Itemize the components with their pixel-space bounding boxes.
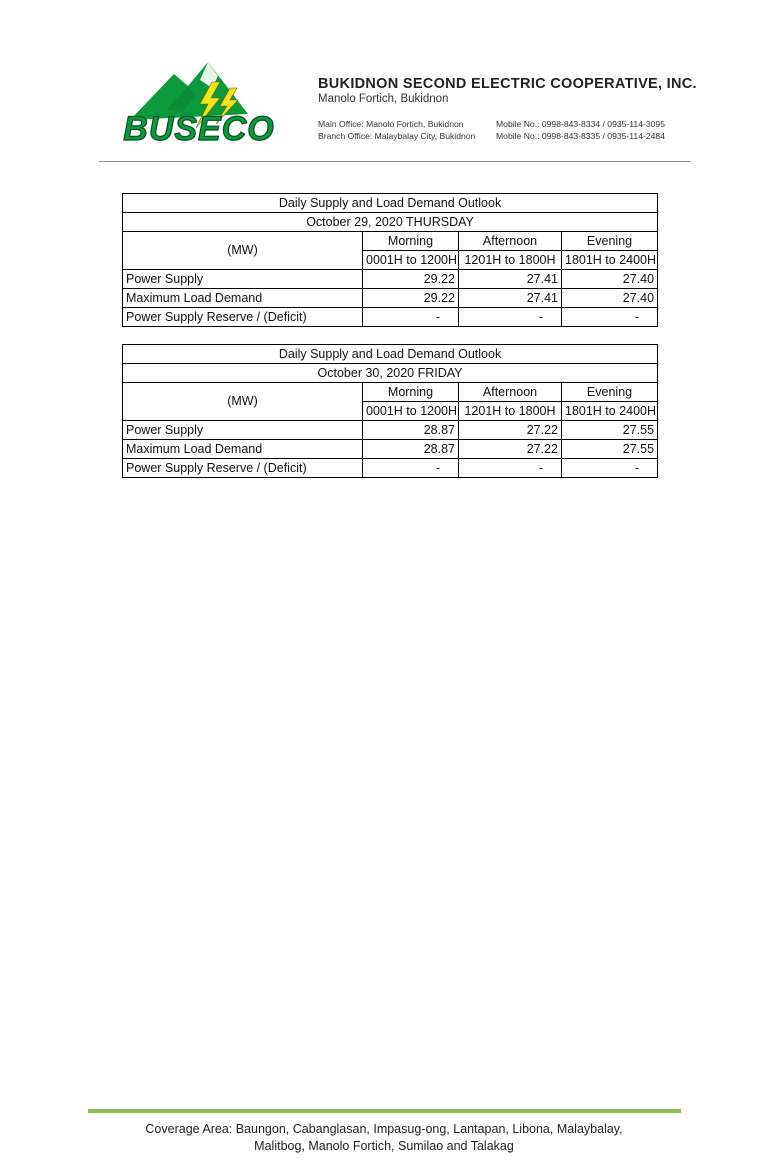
range-morning: 0001H to 1200H: [363, 251, 459, 270]
table-date: October 30, 2020 FRIDAY: [123, 364, 658, 383]
period-evening: Evening: [562, 383, 658, 402]
outlook-table-oct30: [122, 344, 658, 478]
period-header-row: [123, 383, 658, 402]
value-morning: 29.22: [363, 270, 459, 289]
value-evening: 27.40: [562, 270, 658, 289]
table-row: [123, 308, 658, 327]
value-morning: 28.87: [363, 421, 459, 440]
table-date-row: [123, 213, 658, 232]
table-title-row: [123, 194, 658, 213]
branch-office: Branch Office: Malaybalay City, Bukidnon: [318, 131, 476, 141]
value-evening: 27.40: [562, 289, 658, 308]
table-row: [123, 289, 658, 308]
footer-divider: [88, 1109, 681, 1113]
value-afternoon: 27.22: [459, 421, 562, 440]
period-afternoon: Afternoon: [459, 232, 562, 251]
coverage-line-2: Malitbog, Manolo Fortich, Sumilao and Talakag: [254, 1139, 514, 1153]
value-evening: -: [562, 308, 658, 327]
range-morning: 0001H to 1200H: [363, 402, 459, 421]
table-date-row: [123, 364, 658, 383]
period-header-row: [123, 232, 658, 251]
row-label: Power Supply: [123, 421, 363, 440]
value-evening: -: [562, 459, 658, 478]
table-title: Daily Supply and Load Demand Outlook: [123, 345, 658, 364]
org-name: BUKIDNON SECOND ELECTRIC COOPERATIVE, INC.: [318, 76, 697, 92]
main-office: Main Office: Manolo Fortich, Bukidnon: [318, 119, 464, 129]
period-evening: Evening: [562, 232, 658, 251]
value-evening: 27.55: [562, 440, 658, 459]
letterhead: [96, 58, 697, 158]
period-afternoon: Afternoon: [459, 383, 562, 402]
org-city: Manolo Fortich, Bukidnon: [318, 93, 449, 105]
row-label: Power Supply Reserve / (Deficit): [123, 308, 363, 327]
table-row: [123, 459, 658, 478]
header-divider: [99, 161, 691, 162]
outlook-table-oct29: [122, 193, 658, 327]
value-afternoon: -: [459, 459, 562, 478]
row-label: Power Supply: [123, 270, 363, 289]
branch-office-mobile: Mobile No.: 0998-843-8335 / 0935-114-2484: [496, 131, 665, 141]
table-row: [123, 421, 658, 440]
unit-label: (MW): [123, 232, 363, 270]
buseco-logo: [96, 58, 306, 148]
value-afternoon: 27.22: [459, 440, 562, 459]
unit-label: (MW): [123, 383, 363, 421]
coverage-line-1: Coverage Area: Baungon, Cabanglasan, Impasug-ong, Lantapan, Libona, Malaybalay,: [145, 1122, 623, 1136]
value-afternoon: -: [459, 308, 562, 327]
range-evening: 1801H to 2400H: [562, 251, 658, 270]
row-label: Power Supply Reserve / (Deficit): [123, 459, 363, 478]
range-evening: 1801H to 2400H: [562, 402, 658, 421]
value-afternoon: 27.41: [459, 270, 562, 289]
table-date: October 29, 2020 THURSDAY: [123, 213, 658, 232]
period-morning: Morning: [363, 232, 459, 251]
table-row: [123, 440, 658, 459]
value-evening: 27.55: [562, 421, 658, 440]
table-row: [123, 270, 658, 289]
row-label: Maximum Load Demand: [123, 440, 363, 459]
table-title: Daily Supply and Load Demand Outlook: [123, 194, 658, 213]
value-morning: 28.87: [363, 440, 459, 459]
value-morning: -: [363, 459, 459, 478]
range-afternoon: 1201H to 1800H: [459, 402, 562, 421]
coverage-area-footer: [100, 1121, 668, 1155]
value-morning: 29.22: [363, 289, 459, 308]
value-morning: -: [363, 308, 459, 327]
period-morning: Morning: [363, 383, 459, 402]
range-afternoon: 1201H to 1800H: [459, 251, 562, 270]
table-title-row: [123, 345, 658, 364]
main-office-mobile: Mobile No.: 0998-843-8334 / 0935-114-3095: [496, 119, 665, 129]
row-label: Maximum Load Demand: [123, 289, 363, 308]
logo-wordmark: BUSECO: [123, 110, 275, 148]
value-afternoon: 27.41: [459, 289, 562, 308]
